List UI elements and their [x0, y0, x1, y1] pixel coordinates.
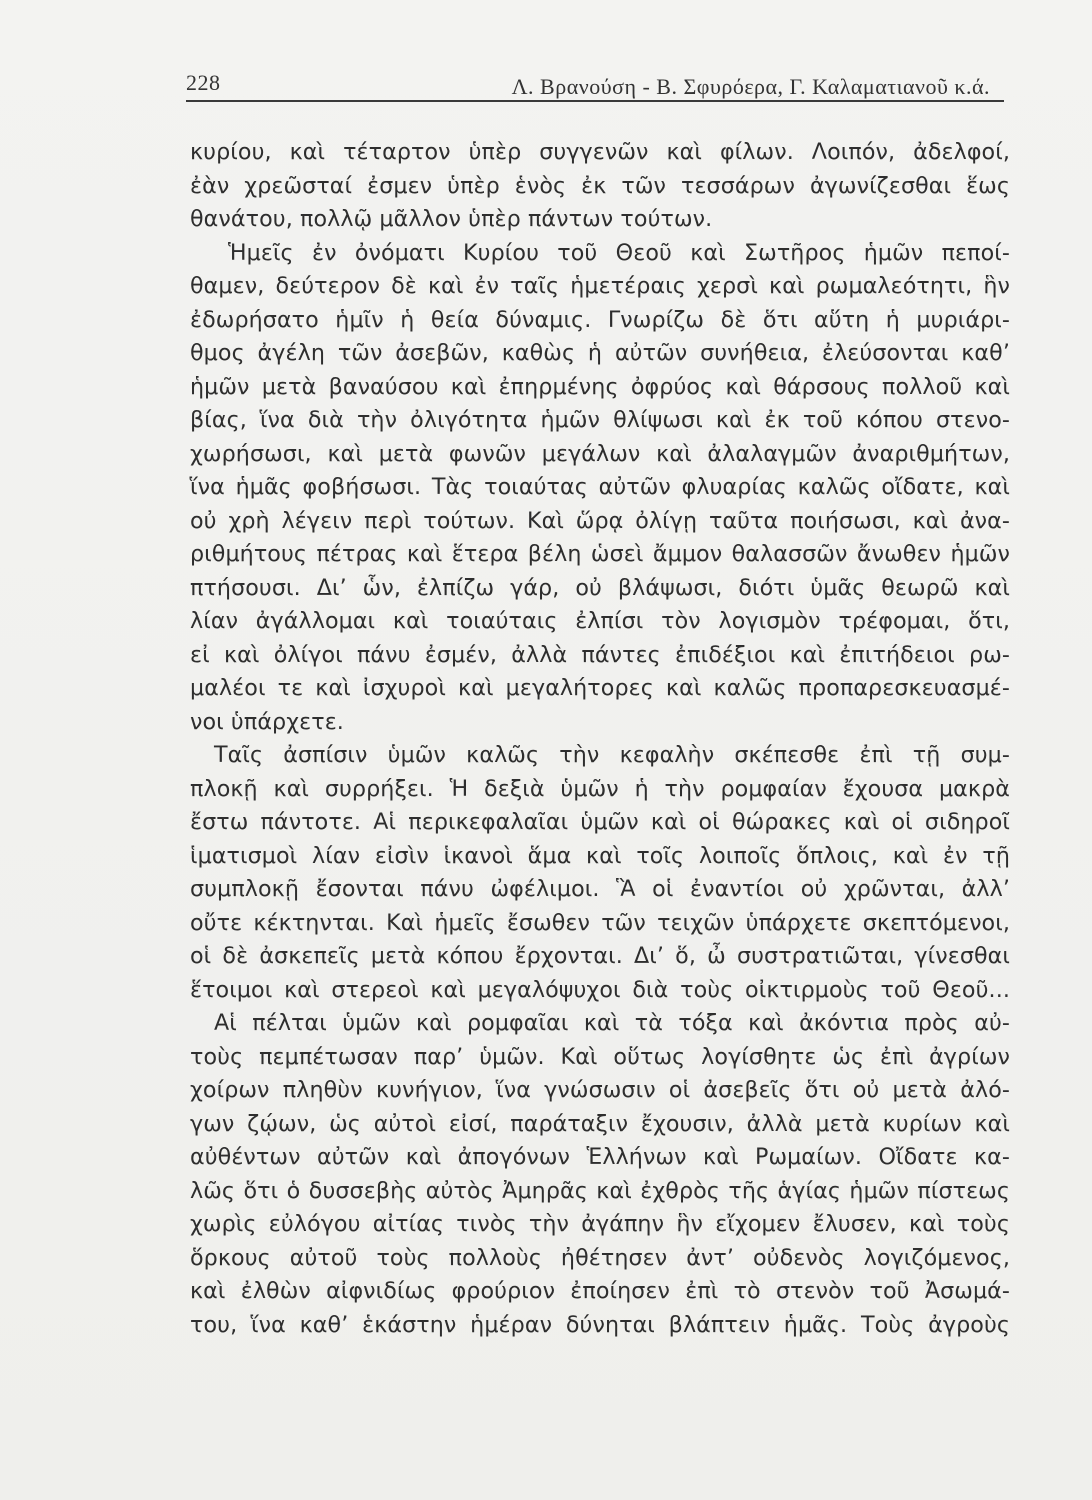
- text-line: θανάτου, πολλῷ μᾶλλον ὑπὲρ πάντων τούτων.: [190, 206, 713, 232]
- running-head: Λ. Βρανούση - Β. Σφυρόερα, Γ. Καλαματιανοῦ κ.ά.: [511, 74, 990, 99]
- text-line: πτήσουσι. Δι’ ὧν, ἐλπίζω γάρ, οὐ βλάψωσι, διότι ὑμᾶς θεωρῶ καὶ: [190, 574, 1010, 601]
- text-line: ἕτοιμοι καὶ στερεοὶ καὶ μεγαλόψυχοι διὰ τοὺς οἰκτιρμοὺς τοῦ Θεοῦ...: [190, 976, 1010, 1003]
- text-line: ἐδωρήσατο ἡμῖν ἡ θεία δύναμις. Γνωρίζω δὲ ὅτι αὕτη ἡ μυριάρι-: [190, 306, 1010, 333]
- page-header: [186, 70, 1004, 100]
- text-line: χοίρων πληθὺν κυνήγιον, ἵνα γνώσωσιν οἱ ἀσεβεῖς ὅτι οὐ μετὰ ἀλό-: [190, 1077, 1010, 1103]
- text-line: λίαν ἀγάλλομαι καὶ τοιαύταις ἐλπίσι τὸν λογισμὸν τρέφομαι, ὅτι,: [190, 608, 1010, 634]
- text-line: ἔστω πάντοτε. Αἱ περικεφαλαῖαι ὑμῶν καὶ οἱ θώρακες καὶ οἱ σιδηροῖ: [190, 809, 1010, 835]
- text-line: ἐὰν χρεῶσταί ἐσμεν ὑπὲρ ἑνὸς ἐκ τῶν τεσσάρων ἀγωνίζεσθαι ἕως: [190, 172, 1010, 199]
- text-line: ἱματισμοὶ λίαν εἰσὶν ἱκανοὶ ἅμα καὶ τοῖς λοιποῖς ὅπλοις, καὶ ἐν τῇ: [190, 842, 1010, 869]
- body-text: [190, 136, 1010, 1342]
- text-line: χωρὶς εὐλόγου αἰτίας τινὸς τὴν ἀγάπην ἣν εἴχομεν ἔλυσεν, καὶ τοὺς: [190, 1211, 1010, 1237]
- text-line: Ταῖς ἀσπίσιν ὑμῶν καλῶς τὴν κεφαλὴν σκέπεσθε ἐπὶ τῇ συμ-: [214, 742, 1010, 768]
- text-line: βίας, ἵνα διὰ τὴν ὀλιγότητα ἡμῶν θλίψωσι καὶ ἐκ τοῦ κόπου στενο-: [190, 407, 1010, 433]
- text-line: τοὺς πεμπέτωσαν παρ’ ὑμῶν. Καὶ οὕτως λογίσθητε ὡς ἐπὶ ἀγρίων: [190, 1043, 1010, 1070]
- text-line: οὔτε κέκτηνται. Καὶ ἡμεῖς ἔσωθεν τῶν τειχῶν ὑπάρχετε σκεπτόμενοι,: [190, 909, 1010, 936]
- text-line: λῶς ὅτι ὁ δυσσεβὴς αὐτὸς Ἀμηρᾶς καὶ ἐχθρὸς τῆς ἁγίας ἡμῶν πίστεως: [190, 1177, 1010, 1204]
- text-line: αὐθέντων αὐτῶν καὶ ἀπογόνων Ἑλλήνων καὶ Ρωμαίων. Οἴδατε κα-: [190, 1144, 1010, 1170]
- text-line: καὶ ἐλθὼν αἰφνιδίως φρούριον ἐποίησεν ἐπὶ τὸ στενὸν τοῦ Ἀσωμά-: [190, 1278, 1010, 1304]
- text-line: θμος ἀγέλη τῶν ἀσεβῶν, καθὼς ἡ αὐτῶν συνήθεια, ἐλεύσονται καθ’: [190, 340, 1010, 366]
- text-line: πλοκῇ καὶ συρρήξει. Ἡ δεξιὰ ὑμῶν ἡ τὴν ρομφαίαν ἔχουσα μακρὰ: [190, 775, 1010, 802]
- text-line: χωρήσωσι, καὶ μετὰ φωνῶν μεγάλων καὶ ἀλαλαγμῶν ἀναριθμήτων,: [190, 440, 1010, 467]
- text-line: οἱ δὲ ἀσκεπεῖς μετὰ κόπου ἔρχονται. Δι’ ὅ, ὦ συστρατιῶται, γίνεσθαι: [190, 943, 1010, 969]
- text-line: Αἱ πέλται ὑμῶν καὶ ρομφαῖαι καὶ τὰ τόξα καὶ ἀκόντια πρὸς αὐ-: [214, 1010, 1010, 1036]
- text-line: νοι ὑπάρχετε.: [190, 708, 344, 735]
- text-line: κυρίου, καὶ τέταρτον ὑπὲρ συγγενῶν καὶ φίλων. Λοιπόν, ἀδελφοί,: [190, 139, 1010, 165]
- text-line: εἰ καὶ ὀλίγοι πάνυ ἐσμέν, ἀλλὰ πάντες ἐπιδέξιοι καὶ ἐπιτήδειοι ρω-: [190, 641, 1010, 668]
- text-line: ἵνα ἡμᾶς φοβήσωσι. Τὰς τοιαύτας αὐτῶν φλυαρίας καλῶς οἴδατε, καὶ: [190, 474, 1010, 500]
- text-line: οὐ χρὴ λέγειν περὶ τούτων. Καὶ ὥρᾳ ὀλίγῃ ταῦτα ποιήσωσι, καὶ ἀνα-: [190, 507, 1010, 534]
- text-line: συμπλοκῇ ἔσονται πάνυ ὠφέλιμοι. Ἃ οἱ ἐναντίοι οὐ χρῶνται, ἀλλ’: [190, 876, 1010, 902]
- text-line: ριθμήτους πέτρας καὶ ἕτερα βέλη ὡσεὶ ἄμμον θαλασσῶν ἄνωθεν ἡμῶν: [190, 541, 1010, 567]
- text-line: μαλέοι τε καὶ ἰσχυροὶ καὶ μεγαλήτορες καὶ καλῶς προπαρεσκευασμέ-: [190, 675, 1010, 701]
- page-number: 228: [186, 70, 221, 95]
- text-line: του, ἵνα καθ’ ἑκάστην ἡμέραν δύνηται βλάπτειν ἡμᾶς. Τοὺς ἀγροὺς: [190, 1311, 1010, 1338]
- text-line: γων ζῴων, ὡς αὐτοὶ εἰσί, παράταξιν ἔχουσιν, ἀλλὰ μετὰ κυρίων καὶ: [190, 1110, 1010, 1137]
- text-line: ἡμῶν μετὰ βαναύσου καὶ ἐπηρμένης ὀφρύος καὶ θάρσους πολλοῦ καὶ: [190, 373, 1010, 400]
- text-line: Ἡμεῖς ἐν ὀνόματι Κυρίου τοῦ Θεοῦ καὶ Σωτῆρος ἡμῶν πεποί-: [228, 239, 1010, 266]
- header-rule: [186, 100, 1004, 102]
- text-line: θαμεν, δεύτερον δὲ καὶ ἐν ταῖς ἡμετέραις χερσὶ καὶ ρωμαλεότητι, ἣν: [190, 273, 1010, 299]
- text-line: ὅρκους αὐτοῦ τοὺς πολλοὺς ἠθέτησεν ἀντ’ οὐδενὸς λογιζόμενος,: [190, 1244, 1010, 1271]
